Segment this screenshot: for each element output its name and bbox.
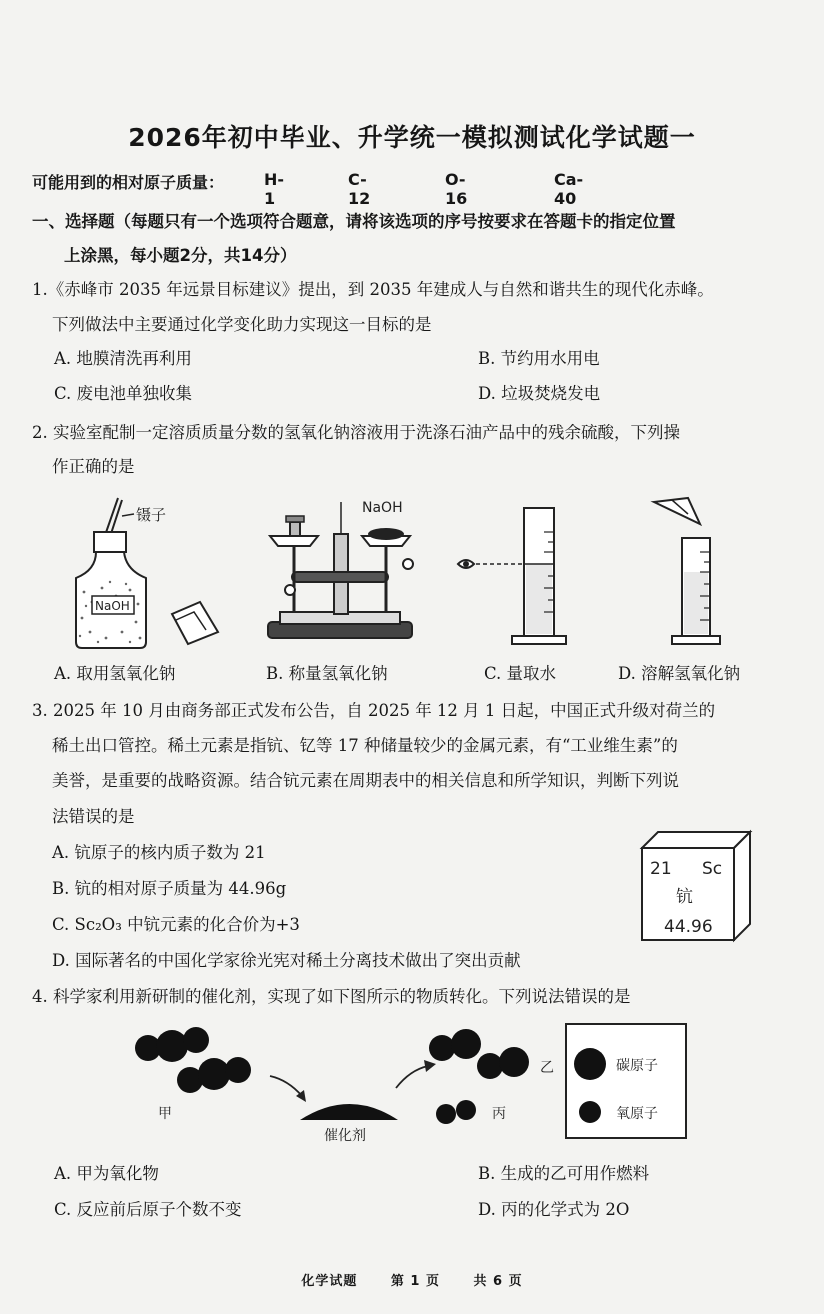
q2-line1: 2. 实验室配制一定溶质质量分数的氢氧化钠溶液用于洗涤石油产品中的残余硫酸，下列操 bbox=[32, 423, 680, 442]
q3-line3: 美誉，是重要的战略资源。结合钪元素在周期表中的相关信息和所学知识，判断下列说 bbox=[52, 771, 679, 790]
q2-line2: 作正确的是 bbox=[52, 457, 135, 476]
element-number: 21 bbox=[650, 859, 672, 879]
label-yi: 乙 bbox=[540, 1060, 554, 1076]
label-bing: 丙 bbox=[492, 1106, 506, 1122]
q2-option-a: A. 取用氢氧化钠 bbox=[54, 664, 176, 683]
atomic-mass-o: O-16 bbox=[445, 170, 468, 208]
section-header bbox=[32, 205, 802, 273]
q2-option-b: B. 称量氢氧化钠 bbox=[266, 664, 388, 683]
q4-option-c: C. 反应前后原子个数不变 bbox=[54, 1200, 242, 1219]
q1-option-c: C. 废电池单独收集 bbox=[54, 384, 193, 403]
atomic-mass-ca: Ca-40 bbox=[554, 170, 584, 208]
footer-page: 第 1 页 bbox=[390, 1274, 440, 1289]
figure-molecule-transformation bbox=[120, 1018, 690, 1148]
q1-option-d: D. 垃圾焚烧发电 bbox=[478, 384, 601, 403]
q1-option-b: B. 节约用水用电 bbox=[478, 349, 600, 368]
legend-carbon: 碳原子 bbox=[616, 1058, 658, 1074]
atomic-masses-label: 可能用到的相对原子质量： bbox=[32, 173, 225, 192]
figure-bottle-tweezers bbox=[60, 492, 230, 652]
figure-graduated-cylinder-reading bbox=[452, 502, 572, 652]
section-header-line2: 上涂黑，每小题2分，共14分） bbox=[64, 246, 297, 265]
atomic-mass-h: H-1 bbox=[264, 170, 285, 208]
q2-option-d: D. 溶解氢氧化钠 bbox=[618, 664, 741, 683]
atomic-mass-c: C-12 bbox=[348, 170, 371, 208]
q3-option-a: A. 钪原子的核内质子数为 21 bbox=[52, 843, 266, 862]
footer-subject: 化学试题 bbox=[301, 1274, 358, 1289]
q3-option-b: B. 钪的相对原子质量为 44.96g bbox=[52, 879, 287, 898]
q2-option-c: C. 量取水 bbox=[484, 664, 557, 683]
tweezers-label: 镊子 bbox=[136, 506, 167, 524]
element-symbol: Sc bbox=[702, 859, 723, 879]
page-title: 2026年初中毕业、升学统一模拟测试化学试题一 bbox=[128, 123, 696, 152]
q4-line1: 4. 科学家利用新研制的催化剂，实现了如下图所示的物质转化。下列说法错误的是 bbox=[32, 987, 631, 1006]
q4-option-d: D. 丙的化学式为 2O bbox=[478, 1200, 630, 1219]
q1-option-a: A. 地膜清洗再利用 bbox=[54, 349, 192, 368]
q3-line4: 法错误的是 bbox=[52, 807, 135, 826]
atomic-masses bbox=[32, 170, 584, 208]
q3-option-d: D. 国际著名的中国化学家徐光宪对稀土分离技术做出了突出贡献 bbox=[52, 951, 521, 970]
q1-line2: 下列做法中主要通过化学变化助力实现这一目标的是 bbox=[52, 315, 432, 334]
figure-cylinder-dissolving bbox=[648, 492, 758, 652]
figure-balance bbox=[262, 492, 422, 652]
page-footer bbox=[0, 1270, 824, 1289]
oxygen-atom-icon bbox=[579, 1101, 601, 1123]
q4-option-b: B. 生成的乙可用作燃料 bbox=[478, 1164, 650, 1183]
label-jia: 甲 bbox=[158, 1106, 172, 1122]
carbon-atom-icon bbox=[574, 1048, 606, 1080]
bottle-label: NaOH bbox=[95, 599, 130, 613]
balance-label: NaOH bbox=[362, 500, 403, 516]
label-catalyst: 催化剂 bbox=[324, 1128, 366, 1144]
element-mass: 44.96 bbox=[664, 917, 713, 937]
legend-oxygen: 氧原子 bbox=[616, 1106, 658, 1122]
q4-option-a: A. 甲为氧化物 bbox=[54, 1164, 159, 1183]
q3-option-c: C. Sc₂O₃ 中钪元素的化合价为+3 bbox=[52, 915, 300, 934]
section-header-line1: 一、选择题（每题只有一个选项符合题意，请将该选项的序号按要求在答题卡的指定位置 bbox=[32, 212, 676, 231]
q3-line1: 3. 2025 年 10 月由商务部正式发布公告，自 2025 年 12 月 1 日起，中国正式升级对荷兰的 bbox=[32, 701, 716, 720]
element-name: 钪 bbox=[676, 887, 693, 907]
q3-line2: 稀土出口管控。稀土元素是指钪、钇等 17 种储量较少的金属元素，有“工业维生素”的 bbox=[52, 736, 678, 755]
element-cell-scandium bbox=[638, 828, 754, 944]
footer-total: 共 6 页 bbox=[473, 1274, 523, 1289]
q1-line1: 1.《赤峰市 2035 年远景目标建议》提出，到 2035 年建成人与自然和谐共生的现代化赤峰。 bbox=[32, 280, 714, 299]
